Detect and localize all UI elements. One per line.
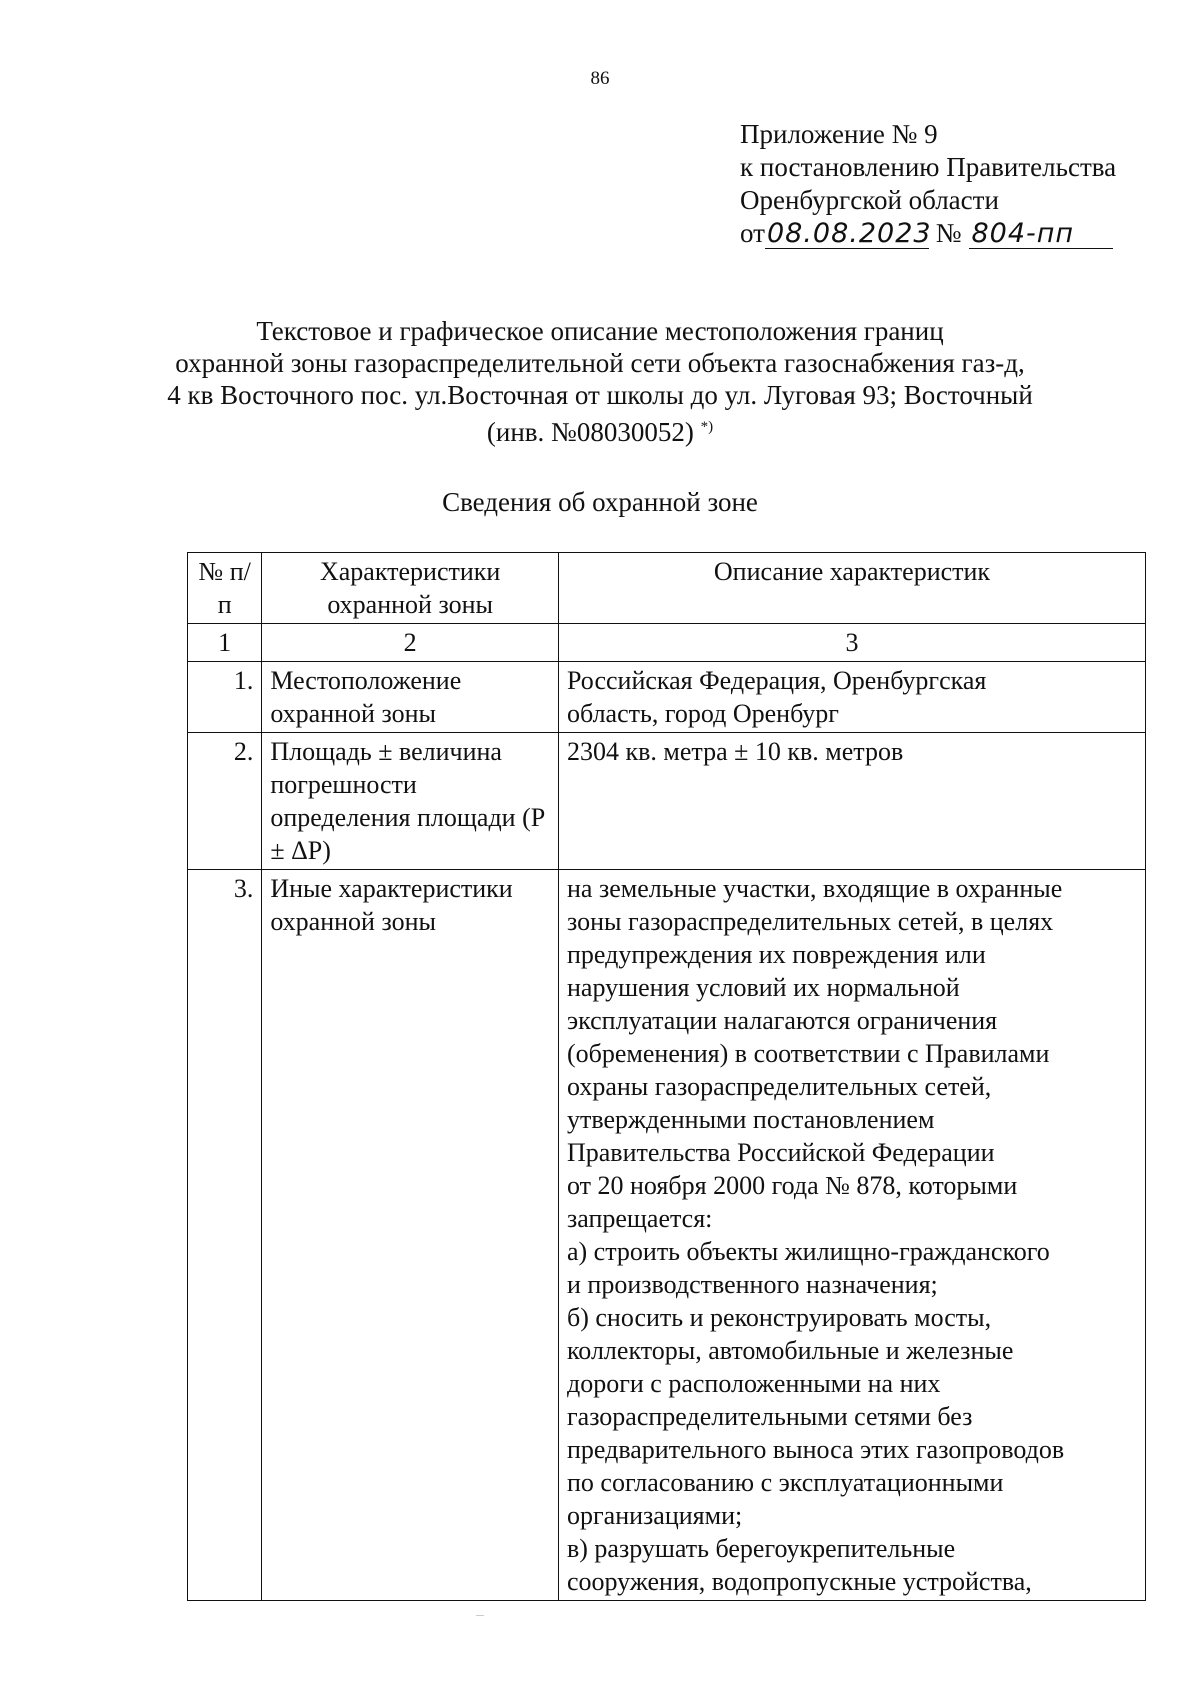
description-line: дороги с расположенными на них xyxy=(566,1369,941,1398)
row-description xyxy=(558,733,1145,870)
title-line-3: 4 кв Восточного пос. ул.Восточная от школы до ул. Луговая 93; Восточный xyxy=(167,380,1033,410)
description-line: зоны газораспределительных сетей, в целях xyxy=(566,907,1054,936)
description-line: организациями; xyxy=(566,1501,743,1530)
section-subtitle: Сведения об охранной зоне xyxy=(442,487,758,517)
index-cell-3: 3 xyxy=(558,624,1145,662)
row-characteristic: Иные характеристики охранной зоны xyxy=(262,870,559,1601)
description-line: область, город Оренбург xyxy=(566,699,839,728)
description-line: нарушения условий их нормальной xyxy=(566,973,960,1002)
header-description: Описание характеристик xyxy=(558,553,1145,624)
title-line-1: Текстовое и графическое описание местоположения границ xyxy=(256,316,944,346)
description-line: предварительного выноса этих газопроводов xyxy=(566,1435,1065,1464)
description-line: газораспределительными сетями без xyxy=(566,1402,973,1431)
description-line: в) разрушать берегоукрепительные xyxy=(566,1534,956,1563)
footnote-mark: *) xyxy=(700,419,714,435)
row-characteristic: Площадь ± величина погрешности определения площади (P ± ΔP) xyxy=(262,733,559,870)
description-line: предупреждения их повреждения или xyxy=(566,940,986,969)
description-line: по согласованию с эксплуатационными xyxy=(566,1468,1004,1497)
appendix-date-number xyxy=(740,217,1116,250)
index-cell-2: 2 xyxy=(262,624,559,662)
appendix-title: Приложение № 9 xyxy=(740,119,938,149)
title-line-2: охранной зоны газораспределительной сети объекта газоснабжения газ-д, xyxy=(175,348,1025,378)
table-row xyxy=(188,733,1146,870)
appendix-region: Оренбургской области xyxy=(740,185,999,215)
row-characteristic: Местоположение охранной зоны xyxy=(262,662,559,733)
document-title xyxy=(0,315,1200,448)
title-line-4 xyxy=(0,411,1200,448)
table-header-row xyxy=(188,553,1146,624)
table-row xyxy=(188,870,1146,1601)
row-num: 3. xyxy=(188,870,262,1601)
date-prefix: от xyxy=(740,218,765,248)
appendix-resolution: к постановлению Правительства xyxy=(740,152,1117,182)
handwritten-number: 804-пп xyxy=(969,220,1113,249)
description-line: охраны газораспределительных сетей, xyxy=(566,1072,992,1101)
description-line: на земельные участки, входящие в охранные xyxy=(566,874,1063,903)
row-description xyxy=(558,662,1145,733)
description-line: Российская Федерация, Оренбургская xyxy=(566,666,987,695)
zone-info-table xyxy=(187,552,1146,1601)
appendix-block xyxy=(740,118,1116,250)
description-line: от 20 ноября 2000 года № 878, которыми xyxy=(566,1171,1018,1200)
description-line: 2304 кв. метра ± 10 кв. метров xyxy=(566,737,904,766)
index-cell-1: 1 xyxy=(188,624,262,662)
row-num: 1. xyxy=(188,662,262,733)
header-num: № п/п xyxy=(188,553,262,624)
description-line: а) строить объекты жилищно-гражданского xyxy=(566,1237,1050,1266)
scan-mark xyxy=(476,1615,484,1616)
description-line: утвержденными постановлением xyxy=(566,1105,935,1134)
table-row xyxy=(188,662,1146,733)
description-line: коллекторы, автомобильные и железные xyxy=(566,1336,1014,1365)
row-description xyxy=(558,870,1145,1601)
description-line: (обременения) в соответствии с Правилами xyxy=(566,1039,1050,1068)
header-characteristics: Характеристики охранной зоны xyxy=(262,553,559,624)
page-number: 86 xyxy=(590,68,610,89)
description-line: б) сносить и реконструировать мосты, xyxy=(566,1303,992,1332)
handwritten-date: 08.08.2023 xyxy=(766,218,932,249)
description-line: эксплуатации налагаются ограничения xyxy=(566,1006,998,1035)
table-index-row xyxy=(188,624,1146,662)
inventory-number: (инв. №08030052) xyxy=(486,417,694,447)
description-line: Правительства Российской Федерации xyxy=(566,1138,995,1167)
description-line: сооружения, водопропускные устройства, xyxy=(566,1567,1032,1596)
row-num: 2. xyxy=(188,733,262,870)
description-line: и производственного назначения; xyxy=(566,1270,938,1299)
number-prefix: № xyxy=(935,218,962,248)
description-line: запрещается: xyxy=(566,1204,713,1233)
